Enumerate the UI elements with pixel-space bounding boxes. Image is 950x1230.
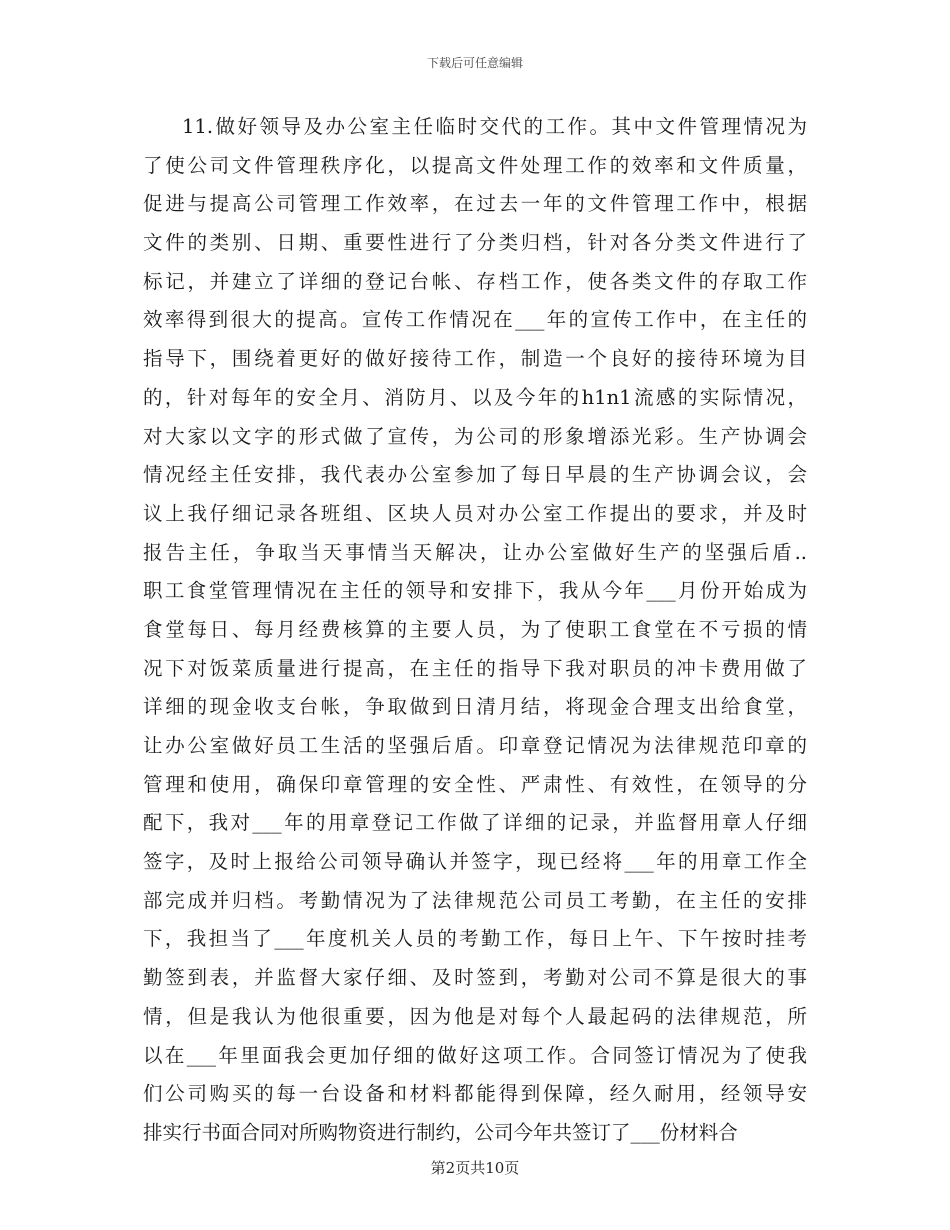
body-line: 签字，及时上报给公司领导确认并签字，现已经将___年的用章工作全 [143, 850, 807, 874]
body-line: 配下，我对___年的用章登记工作做了详细的记录，并监督用章人仔细 [143, 811, 807, 835]
body-line: 指导下，围绕着更好的做好接待工作，制造一个良好的接待环境为目 [143, 347, 807, 371]
body-line: 部完成并归档。考勤情况为了法律规范公司员工考勤，在主任的安排 [143, 888, 807, 912]
body-line: 文件的类别、日期、重要性进行了分类归档，针对各分类文件进行了 [143, 231, 807, 255]
body-line: 情况经主任安排，我代表办公室参加了每日早晨的生产协调会议，会 [143, 463, 807, 487]
body-line: 的，针对每年的安全月、消防月、以及今年的h1n1流感的实际情况， [143, 385, 807, 409]
body-line: 职工食堂管理情况在主任的领导和安排下，我从今年___月份开始成为 [143, 579, 807, 603]
body-line: 食堂每日、每月经费核算的主要人员，为了使职工食堂在不亏损的情 [143, 617, 807, 641]
body-line: 排实行书面合同对所购物资进行制约，公司今年共签订了___份材料合 [143, 1120, 738, 1144]
body-line: 情，但是我认为他很重要，因为他是对每个人最起码的法律规范，所 [143, 1004, 807, 1028]
page-header: 下载后可任意编辑 [426, 56, 523, 70]
body-line: 下，我担当了___年度机关人员的考勤工作，每日上午、下午按时挂考 [143, 927, 807, 951]
body-line: 标记，并建立了详细的登记台帐、存档工作，使各类文件的存取工作 [143, 269, 807, 293]
body-line: 了使公司文件管理秩序化，以提高文件处理工作的效率和文件质量， [143, 153, 807, 177]
body-line: 议上我仔细记录各班组、区块人员对办公室工作提出的要求，并及时 [143, 501, 807, 525]
page-number: 第2页共10页 [430, 1159, 520, 1177]
body-line: 况下对饭菜质量进行提高，在主任的指导下我对职员的冲卡费用做了 [143, 656, 807, 680]
body-line: 勤签到表，并监督大家仔细、及时签到，考勤对公司不算是很大的事 [143, 966, 807, 990]
body-line: 效率得到很大的提高。宣传工作情况在___年的宣传工作中，在主任的 [143, 308, 807, 332]
document-body [143, 108, 807, 1153]
body-line: 管理和使用，确保印章管理的安全性、严肃性、有效性，在领导的分 [143, 772, 807, 796]
body-line: 对大家以文字的形式做了宣传，为公司的形象增添光彩。生产协调会 [143, 424, 807, 448]
body-line: 报告主任，争取当天事情当天解决，让办公室做好生产的坚强后盾.. [143, 540, 807, 564]
body-line: 11.做好领导及办公室主任临时交代的工作。其中文件管理情况为 [182, 115, 807, 138]
body-line: 详细的现金收支台帐，争取做到日清月结，将现金合理支出给食堂， [143, 695, 807, 719]
body-line: 们公司购买的每一台设备和材料都能得到保障，经久耐用，经领导安 [143, 1082, 807, 1106]
body-line: 让办公室做好员工生活的坚强后盾。印章登记情况为法律规范印章的 [143, 734, 807, 757]
body-line: 促进与提高公司管理工作效率，在过去一年的文件管理工作中，根据 [143, 192, 807, 216]
body-line: 以在___年里面我会更加仔细的做好这项工作。合同签订情况为了使我 [143, 1043, 807, 1067]
